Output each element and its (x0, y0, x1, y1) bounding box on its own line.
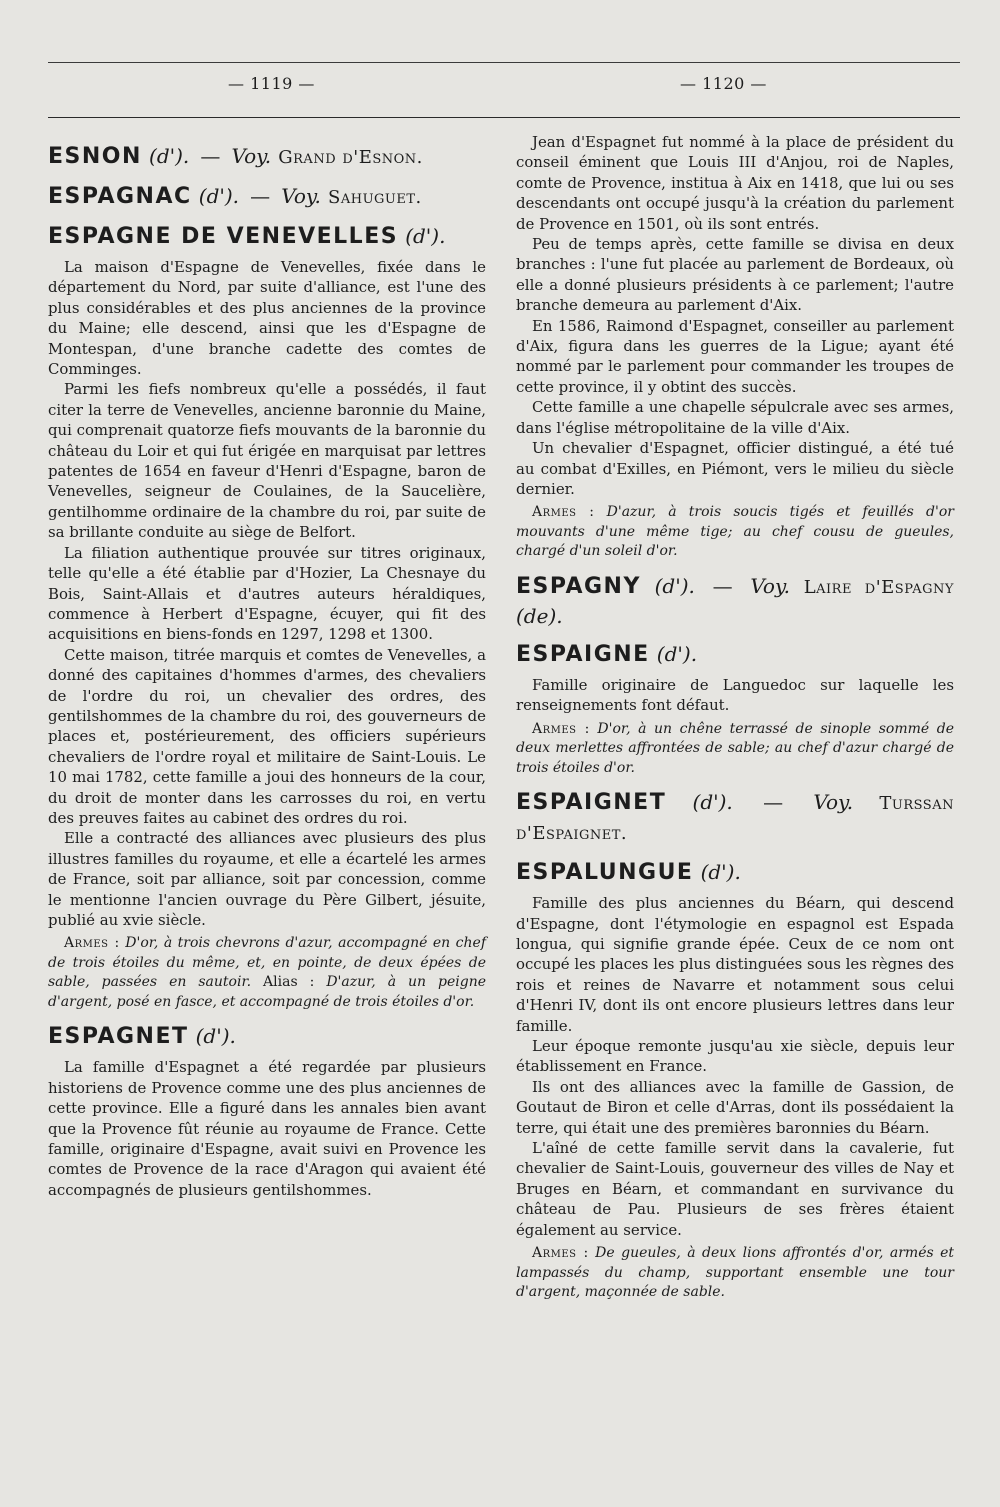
paragraph: Jean d'Espagnet fut nommé à la place de président du conseil éminent que Louis III d'Anjou, roi de Naples, comte de Provence, institua à Aix en 1418, que lui ou ses descendants ont occupé jusqu'à la création du parlement de Provence en 1501, où ils sont entrés. (516, 133, 954, 233)
armes-label: Armes : (532, 1245, 589, 1262)
entry-espagnac (48, 182, 486, 212)
paragraph: Famille originaire de Languedoc sur laquelle les renseignements font défaut. (516, 675, 954, 715)
cross-reference: Grand d'Esnon. (278, 147, 423, 168)
alias-label: Alias : (263, 974, 315, 991)
particle: (d'). (656, 641, 698, 666)
voy-label: Voy. (750, 573, 790, 598)
armes-label: Armes : (64, 935, 120, 952)
headword: ESPAGNAC (48, 184, 192, 209)
entry-espagnet (48, 1022, 486, 1051)
paragraph: Un chevalier d'Espagnet, officier distingué, a été tué au combat d'Exilles, en Piémont, vers le milieu du siècle dernier. (516, 439, 954, 498)
particle: (d'). (149, 144, 190, 168)
paragraph: Parmi les fiefs nombreux qu'elle a possédés, il faut citer la terre de Venevelles, ancienne baronnie du Maine, qui comprenait quatorze fiefs mouvants de la baronnie du château du Loir et qui fut érigée en marquisat par lettres patentes de 1654 en faveur d'Henri d'Espagne, baron de Venevelles, seigneur de Coulaines, de la Saucelière, gentilhomme ordinaire de la chambre du roi, par suite de sa brillante conduite au siège de Belfort. (48, 380, 487, 542)
armes-text: De gueules, à deux lions affrontés d'or, armés et lampassés du champ, supportant ensemble une tour d'argent, maçonnée de sable. (516, 1245, 955, 1301)
dash: — (250, 184, 271, 208)
headword: ESPAGNY (516, 573, 641, 599)
paragraph: La maison d'Espagne de Venevelles, fixée dans le département du Nord, par suite d'alliance, est l'une des plus considérables et des plus anciennes de la province du Maine; elle descend, ainsi que les d'Espagne de Montespan, d'une branche cadette des comtes de Comminges. (48, 258, 486, 379)
entry-espaignet (516, 788, 954, 848)
voy-label: Voy. (231, 144, 272, 168)
cross-reference-particle: (de). (516, 603, 563, 628)
right-column (516, 132, 954, 1311)
entry-espagne-de-venevelles (48, 222, 486, 251)
paragraph: La famille d'Espagnet a été regardée par plusieurs historiens de Provence comme une des plus anciennes de cette province. Elle a figuré dans les annales bien avant que la Provence fût réunie au royaume de France. Cette famille, originaire d'Espagne, avait suivi en Provence les comtes de Provence de la race d'Aragon qui avaient été accompagnés de plusieurs gentilshommes. (48, 1058, 486, 1199)
paragraph: La filiation authentique prouvée sur titres originaux, telle qu'elle a été établie par d'Hozier, La Chesnaye du Bois, Saint-Allais et d'autres auteurs héraldiques, commence à Herbert d'Espagne, écuyer, qui fit des acquisitions en biens-fonds en 1297, 1298 et 1300. (48, 543, 486, 644)
paragraph: Cette famille a une chapelle sépulcrale avec ses armes, dans l'église métropolitaine de la ville d'Aix. (516, 398, 954, 437)
headword: ESPAGNET (48, 1024, 189, 1050)
right-page-number: — 1120 — (680, 74, 767, 93)
headword: ESPAGNE DE VENEVELLES (48, 224, 399, 249)
cross-reference: Laire d'Espagny (803, 576, 954, 598)
paragraph: Famille des plus anciennes du Béarn, qui descend d'Espagne, dont l'étymologie en espagnol est Espada longua, qui signifie grande épée. Ceux de ce nom ont occupé les places les plus distinguées sous les règnes des rois et reines de Navarre et notamment sous celui d'Henri IV, dont ils ont encore plusieurs lettres dans leur famille. (516, 894, 954, 1035)
armes-text: D'or, à un chêne terrassé de sinople sommé de deux merlettes affrontées de sable; au chef d'azur chargé de trois étoiles d'or. (516, 720, 954, 776)
headword: ESPALUNGUE (516, 860, 694, 886)
cross-reference: Sahuguet. (328, 187, 422, 208)
entry-espalungue (516, 858, 954, 887)
left-page-number: — 1119 — (228, 74, 315, 93)
voy-label: Voy. (281, 184, 321, 208)
particle: (d'). (195, 1024, 236, 1049)
headword: ESNON (48, 144, 142, 169)
entry-espagny (516, 572, 954, 630)
armes-label: Armes : (532, 720, 590, 737)
armes-label: Armes : (532, 504, 595, 521)
paragraph: Peu de temps après, cette famille se divisa en deux branches : l'une fut placée au parlement de Bordeaux, où elle a donné plusieurs présidents à ce parlement; l'autre branche demeura au parlement d'Aix. (516, 235, 954, 315)
voy-label: Voy. (813, 790, 854, 815)
paragraph: Leur époque remonte jusqu'au xie siècle, depuis leur établissement en France. (516, 1036, 954, 1076)
paragraph: Elle a contracté des alliances avec plusieurs des plus illustres familles du royaume, et elle a écartelé les armes de France, soit par alliance, soit par concession, comme le mentionne l'ancien ouvrage du Père Gilbert, jésuite, publié au xvie siècle. (48, 829, 486, 929)
paragraph: En 1586, Raimond d'Espagnet, conseiller au parlement d'Aix, figura dans les guerres de la Ligue; ayant été nommé par le parlement pour commander les troupes de cette province, il y obtint des succès. (516, 316, 954, 396)
paragraph: Cette maison, titrée marquis et comtes de Venevelles, a donné des capitaines d'hommes d'armes, des chevaliers de l'ordre du roi, un chevalier des ordres, des gentilshommes de la chambre du roi, des gouverneurs de places et, postérieurement, des officiers supérieurs chevaliers de l'ordre royal et militaire de Saint-Louis. Le 10 mai 1782, cette famille a joui des honneurs de la cour, du droit de monter dans les carrosses du roi, en vertu des preuves faites au cabinet des ordres du roi. (48, 645, 486, 827)
particle: (d'). (198, 184, 240, 208)
particle: (d'). (405, 224, 446, 248)
left-column (48, 132, 486, 1200)
particle: (d'). (692, 790, 733, 815)
entry-esnon (48, 142, 486, 172)
top-rule (48, 62, 960, 63)
armes-blazon (48, 934, 486, 1012)
armes-text: D'azur, à trois soucis tigés et feuillés d'or mouvants d'une même tige; au chef cousu de gueules, chargé d'un soleil d'or. (516, 504, 954, 560)
armes-blazon (516, 720, 954, 779)
alias-text: D'azur, à un peigne d'argent, posé en fasce, et accompagné de trois étoiles d'or. (48, 974, 487, 1010)
paragraph: L'aîné de cette famille servit dans la cavalerie, fut chevalier de Saint-Louis, gouverneur des villes de Nay et Bruges en Béarn, et commandant en survivance du château de Pau. Plusieurs de ses frères étaient également au service. (516, 1139, 954, 1239)
headword: ESPAIGNE (516, 641, 650, 667)
particle: (d'). (654, 573, 695, 598)
armes-blazon (516, 1244, 954, 1303)
header-rule (48, 117, 960, 118)
armes-text: D'or, à trois chevrons d'azur, accompagné en chef de trois étoiles du même, et, en pointe, de deux épées de sable, passées en sautoir. (48, 935, 487, 991)
entry-espaigne (516, 640, 954, 669)
armes-blazon (516, 503, 954, 562)
dash: — (763, 790, 784, 815)
dash: — (712, 573, 733, 598)
paragraph: Ils ont des alliances avec la famille de Gassion, de Goutaut de Biron et celle d'Arras, dont ils possédaient la terre, qui était une des premières baronnies du Béarn. (516, 1077, 954, 1137)
headword: ESPAIGNET (516, 790, 667, 816)
dash: — (200, 144, 221, 168)
particle: (d'). (700, 860, 741, 885)
cross-reference: Turssan d'Espaignet. (516, 793, 954, 845)
